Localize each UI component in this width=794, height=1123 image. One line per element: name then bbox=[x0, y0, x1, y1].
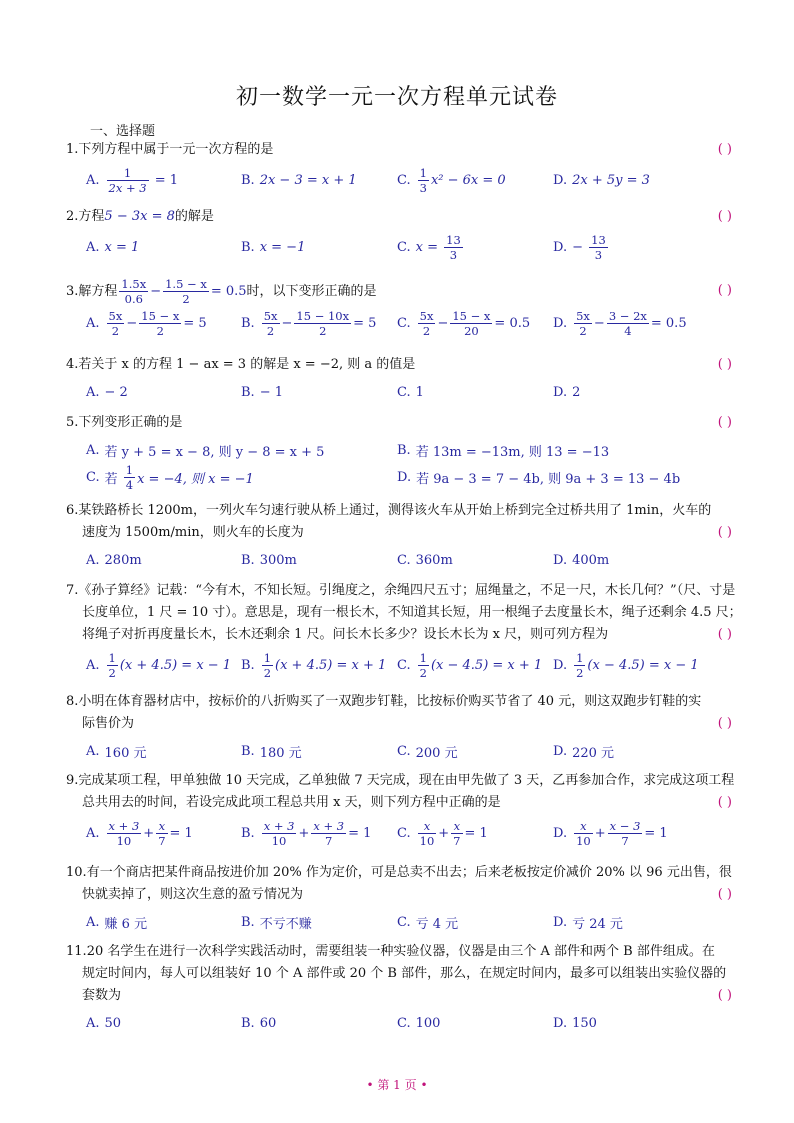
option-b[interactable]: B. 2x − 3 = x + 1 bbox=[241, 172, 357, 188]
option-c[interactable]: C. 100 bbox=[397, 1015, 441, 1031]
answer-bracket: ( ) bbox=[717, 525, 732, 540]
option-c[interactable]: C. 亏 4 元 bbox=[397, 914, 459, 932]
answer-bracket: ( ) bbox=[717, 795, 732, 810]
question-1 bbox=[66, 139, 736, 195]
section-title: 一、选择题 bbox=[90, 124, 156, 139]
option-d[interactable]: D. 2x + 5y = 3 bbox=[553, 172, 650, 188]
option-c[interactable]: C. 1 bbox=[397, 384, 424, 400]
answer-bracket: ( ) bbox=[717, 887, 732, 902]
option-a[interactable]: A. 若 y + 5 = x − 8, 则 y − 8 = x + 5 bbox=[86, 442, 325, 460]
option-a[interactable]: A. − 2 bbox=[86, 384, 128, 400]
answer-bracket: ( ) bbox=[717, 209, 732, 224]
question-6: 6.某铁路桥长 1200m，一列火车匀速行驶从桥上通过，测得该火车从开始上桥到完全过桥共用了 1min，火车的 速度为 1500m/min，则火车的长度为 ( ) A. 280m B. 300m C. 360m D. 400m bbox=[66, 500, 736, 572]
option-b[interactable]: B. $\frac{1}{2}$ (x + 4.5) = x + 1 bbox=[241, 650, 387, 680]
option-a[interactable]: A. 160 元 bbox=[86, 743, 147, 761]
option-a[interactable]: A. 280m bbox=[86, 552, 142, 568]
question-4: 4.若关于 x 的方程 1 − ax = 3 的解是 x = −2, 则 a 的值是 ( ) A. − 2 B. − 1 C. 1 D. 2 bbox=[66, 354, 736, 404]
answer-bracket: ( ) bbox=[717, 357, 732, 372]
answer-bracket: ( ) bbox=[717, 716, 732, 731]
option-b[interactable]: B. 60 bbox=[241, 1015, 277, 1031]
option-b[interactable]: B. x = −1 bbox=[241, 239, 306, 255]
option-c[interactable]: C. $\frac{5x}{2}$ − $\frac{15 - x}{20}$ = 0.5 bbox=[397, 308, 531, 338]
option-d[interactable]: D. 2 bbox=[553, 384, 581, 400]
question-5: 5.下列变形正确的是 ( ) A. 若 y + 5 = x − 8, 则 y − 8 = x + 5 B. 若 13m = −13m, 则 13 = −13 C. 若 $\frac{1}{4}$ x = −4, 则 x = −1 D. 若 9a − 3 = 7 − 4b, 则 9a + 3 = 13 − 4b bbox=[66, 412, 736, 492]
question-8: 8.小明在体育器材店中，按标价的八折购买了一双跑步钉鞋，比按标价购买节省了 40 元，则这双跑步钉鞋的实 际售价为 ( ) A. 160 元 B. 180 元 C. 200 元 D. 220 元 bbox=[66, 691, 736, 763]
option-b[interactable]: B. $\frac{5x}{2}$ − $\frac{15 - 10x}{2}$ = 5 bbox=[241, 308, 377, 338]
option-b[interactable]: B. 300m bbox=[241, 552, 297, 568]
option-a[interactable]: A. x = 1 bbox=[86, 239, 140, 255]
option-d[interactable]: D. $\frac{1}{2}$ (x − 4.5) = x − 1 bbox=[553, 650, 699, 680]
option-a[interactable]: A. 赚 6 元 bbox=[86, 914, 148, 932]
question-stem: 下列方程中属于一元一次方程的是 bbox=[78, 142, 274, 157]
option-a[interactable]: A. $\frac{1}{2x + 3}$ = 1 bbox=[86, 165, 179, 195]
question-number: 1. bbox=[66, 142, 79, 157]
question-9: 9.完成某项工程，甲单独做 10 天完成，乙单独做 7 天完成，现在由甲先做了 3 天，乙再参加合作，求完成这项工程 总共用去的时间，若设完成此项工程总共用 x 天，则下列方程中正确的是 ( ) A. $\frac{x + 3}{10}$ + $\frac{x}{7}$ = 1 B. $\frac{x + 3}{10}$ + $\frac{x + 3}{7}$ = 1 C. $\frac{x}{10}$ + $\frac{x}{7}$ = 1 D. $\frac{x}{10}$ + $\frac{x - 3}{7}$ = 1 bbox=[66, 773, 735, 848]
option-d[interactable]: D. $\frac{5x}{2}$ − $\frac{3 - 2x}{4}$ = 0.5 bbox=[553, 308, 687, 338]
question-7: 7.《孙子算经》记载：“今有木，不知长短。引绳度之，余绳四尺五寸；屈绳量之，不足一尺，木长几何？”（尺、寸是 长度单位，1 尺 = 10 寸）。意思是，现有一根长木，不知道其长短，用一根绳子去度量长木，绳子还剩余 4.5 尺； 将绳子对折再度量长木，长木还剩余 1 尺。问长木长多少？设长木长为 x 尺，则可列方程为 ( ) A. $\frac{1}{2}$ (x + 4.5) = x − 1 B. $\frac{1}{2}$ (x + 4.5) = x + 1 C. $\frac{1}{2}$ (x − 4.5) = x + 1 D. $\frac{1}{2}$ (x − 4.5) = x − 1 bbox=[66, 583, 742, 680]
answer-bracket: ( ) bbox=[717, 142, 732, 157]
answer-bracket: ( ) bbox=[717, 415, 732, 430]
option-b[interactable]: B. $\frac{x + 3}{10}$ + $\frac{x + 3}{7}$ = 1 bbox=[241, 818, 372, 848]
option-b[interactable]: B. 若 13m = −13m, 则 13 = −13 bbox=[397, 442, 610, 460]
option-a[interactable]: A. $\frac{1}{2}$ (x + 4.5) = x − 1 bbox=[86, 650, 232, 680]
page-number: • 第 1 页 • bbox=[366, 1078, 428, 1092]
option-d[interactable]: D. 400m bbox=[553, 552, 610, 568]
option-d[interactable]: D. $\frac{x}{10}$ + $\frac{x - 3}{7}$ = 1 bbox=[553, 818, 668, 848]
answer-bracket: ( ) bbox=[717, 283, 732, 298]
option-c[interactable]: C. $\frac{1}{3}$ x² − 6x = 0 bbox=[397, 165, 506, 195]
option-b[interactable]: B. 180 元 bbox=[241, 743, 302, 761]
option-d[interactable]: D. 若 9a − 3 = 7 − 4b, 则 9a + 3 = 13 − 4b bbox=[397, 469, 681, 487]
option-c[interactable]: C. $\frac{x}{10}$ + $\frac{x}{7}$ = 1 bbox=[397, 818, 488, 848]
question-stem: 下列变形正确的是 bbox=[78, 415, 183, 430]
page-title: 初一数学一元一次方程单元试卷 bbox=[235, 85, 558, 110]
option-c[interactable]: C. 200 元 bbox=[397, 743, 458, 761]
option-b[interactable]: B. − 1 bbox=[241, 384, 283, 400]
question-stem: 若关于 x 的方程 1 − ax = 3 的解是 x = −2, 则 a 的值是 bbox=[78, 357, 416, 372]
option-d[interactable]: D. − $\frac{13}{3}$ bbox=[553, 232, 606, 262]
option-d[interactable]: D. 亏 24 元 bbox=[553, 914, 623, 932]
option-a[interactable]: A. 50 bbox=[86, 1015, 122, 1031]
option-c[interactable]: C. x = $\frac{13}{3}$ bbox=[397, 232, 461, 262]
option-d[interactable]: D. 220 元 bbox=[553, 743, 615, 761]
option-c[interactable]: C. $\frac{1}{2}$ (x − 4.5) = x + 1 bbox=[397, 650, 543, 680]
option-c[interactable]: C. 360m bbox=[397, 552, 453, 568]
question-11: 11.20 名学生在进行一次科学实践活动时，需要组装一种实验仪器，仪器是由三个 A 部件和两个 B 部件组成。在 规定时间内，每人可以组装好 10 个 A 部件或 20 个 B 部件，那么，在规定时间内，最多可以组装出实验仪器的 套数为 ( ) A. 50 B. 60 C. 100 D. 150 bbox=[66, 941, 736, 1035]
option-c[interactable]: C. 若 $\frac{1}{4}$ x = −4, 则 x = −1 bbox=[86, 462, 254, 492]
option-d[interactable]: D. 150 bbox=[553, 1015, 597, 1031]
option-b[interactable]: B. 不亏不赚 bbox=[241, 914, 312, 932]
question-3: 3.解方程 $\frac{1.5x}{0.6}$ − $\frac{1.5 - x}{2}$ = 0.5时，以下变形正确的是 ( ) A. $\frac{5x}{2}$ − $\frac{15 - x}{2}$ = 5 B. $\frac{5x}{2}$ − $\frac{15 - 10x}{2}$ = 5 C. $\frac{5x}{2}$ − $\frac{15 - x}{20}$ = 0.5 D. $\frac{5x}{2}$ − $\frac{3 - 2x}{4}$ = 0.5 bbox=[66, 277, 732, 338]
option-a[interactable]: A. $\frac{x + 3}{10}$ + $\frac{x}{7}$ = 1 bbox=[86, 818, 193, 848]
question-10: 10.有一个商店把某件商品按进价加 20% 作为定价，可是总卖不出去；后来老板按定价减价 20% 以 96 元出售，很 快就卖掉了，则这次生意的盈亏情况为 ( ) A. 赚 6 元 B. 不亏不赚 C. 亏 4 元 D. 亏 24 元 bbox=[66, 862, 736, 934]
option-a[interactable]: A. $\frac{5x}{2}$ − $\frac{15 - x}{2}$ = 5 bbox=[86, 308, 207, 338]
answer-bracket: ( ) bbox=[717, 988, 732, 1003]
question-2: 2.方程5 − 3x = 8的解是 ( ) A. x = 1 B. x = −1 C. x = $\frac{13}{3}$ D. − $\frac{13}{3}$ bbox=[66, 206, 736, 262]
answer-bracket: ( ) bbox=[717, 627, 732, 642]
